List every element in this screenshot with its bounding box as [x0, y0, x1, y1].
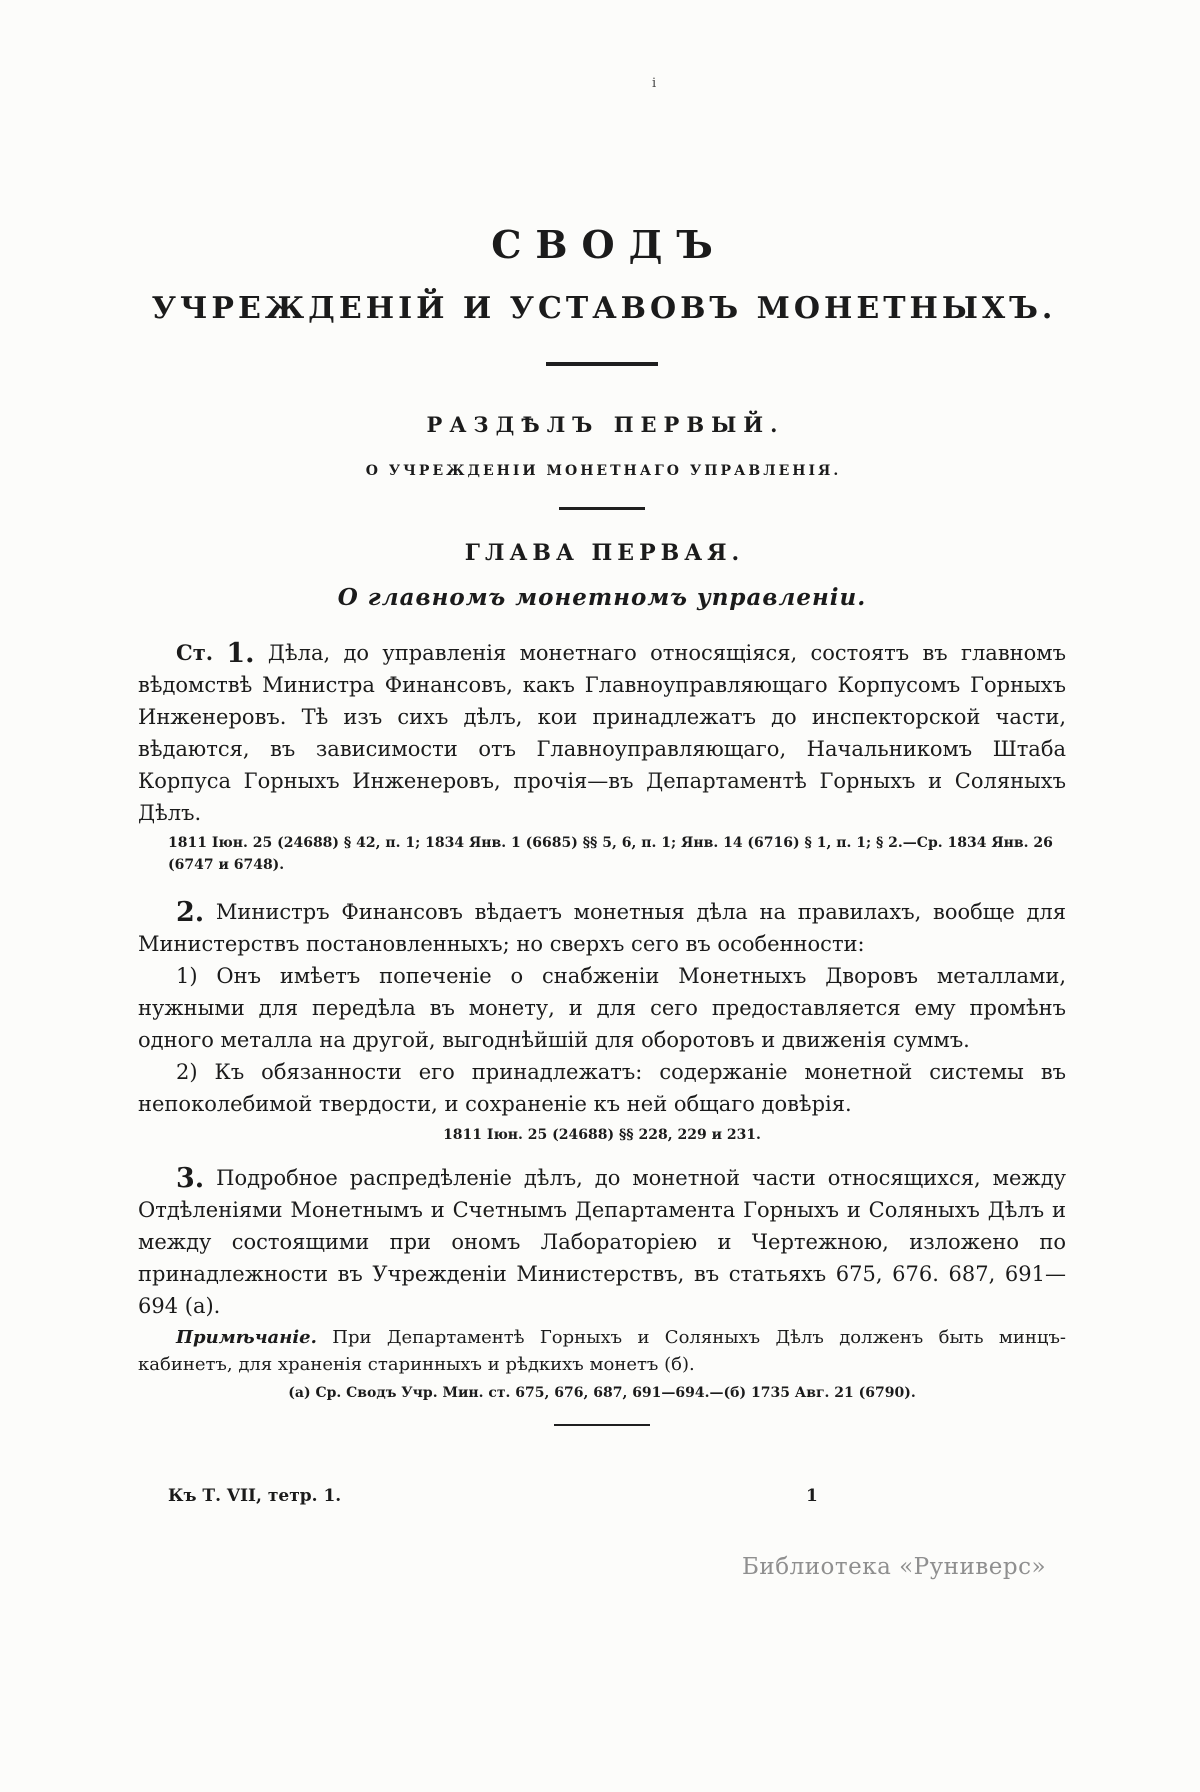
chapter-subtitle: О главномъ монетномъ управленіи. [337, 584, 867, 611]
footer-volume-note: Къ Т. VII, тетр. 1. [168, 1486, 342, 1506]
article-1-number: 1. [226, 638, 255, 669]
article-2-text: Министръ Финансовъ вѣдаетъ монетныя дѣла на правилахъ, вообще для Министерствъ постановленныхъ; но сверхъ сего въ особенности: [138, 900, 1066, 956]
article-2-item-2: 2) Къ обязанности его принадлежатъ: содержаніе монетной системы въ непоколебимой твердости, и сохраненіе къ ней общаго довѣрія. [138, 1060, 1066, 1116]
article-1-paragraph [138, 637, 1066, 829]
book-title-line1: СВОДЪ [491, 222, 727, 267]
article-3-note [138, 1324, 1066, 1378]
page-number: 1 [806, 1486, 818, 1506]
article-2-number: 2. [176, 897, 205, 928]
article-3-note-text: При Департаментѣ Горныхъ и Соляныхъ Дѣлъ долженъ быть минцъ-кабинетъ, для храненія старинныхъ и рѣдкихъ монетъ (б). [138, 1327, 1066, 1375]
title-divider [546, 362, 658, 366]
footer-divider [554, 1424, 650, 1426]
article-3-note-label: Примѣчаніе. [176, 1327, 317, 1348]
article-2-paragraph [138, 896, 1066, 960]
section-divider [559, 507, 645, 510]
article-1-text: Дѣла, до управленія монетнаго относящіяся, состоятъ въ главномъ вѣдомствѣ Министра Финансовъ, какъ Главноуправляющаго Корпусомъ Горныхъ Инженеровъ. Тѣ изъ сихъ дѣлъ, кои принадлежатъ до инспекторской части, вѣдаются, въ зависимости отъ Главноуправляющаго, Начальникомъ Штаба Корпуса Горныхъ Инженеровъ, прочія—въ Департаментѣ Горныхъ и Соляныхъ Дѣлъ. [138, 641, 1066, 825]
article-3-citation: (а) Ср. Сводъ Учр. Мин. ст. 675, 676, 687, 691—694.—(б) 1735 Авг. 21 (6790). [288, 1385, 916, 1401]
chapter-heading: ГЛАВА ПЕРВАЯ. [464, 540, 745, 566]
article-1-prefix: Ст. [176, 640, 214, 665]
article-3-text: Подробное распредѣленіе дѣлъ, до монетной части относящихся, между Отдѣленіями Монетнымъ и Счетнымъ Департамента Горныхъ и Соляныхъ Дѣлъ и между состоящими при ономъ Лабораторіею и Чертежною, изложено по принадлежности въ Учрежденіи Министерствъ, въ статьяхъ 675, 676. 687, 691—694 (а). [138, 1166, 1066, 1318]
article-3-paragraph [138, 1162, 1066, 1322]
scan-artifact: i [652, 76, 657, 91]
section-subheading: О УЧРЕЖДЕНІИ МОНЕТНАГО УПРАВЛЕНІЯ. [365, 463, 842, 479]
book-title-line2: УЧРЕЖДЕНІЙ И УСТАВОВЪ МОНЕТНЫХЪ. [151, 291, 1057, 326]
section-heading: РАЗДѢЛЪ ПЕРВЫЙ. [426, 412, 785, 437]
article-3-number: 3. [176, 1163, 205, 1194]
library-watermark: Библиотека «Руниверс» [742, 1554, 1047, 1580]
article-2-citation: 1811 Іюн. 25 (24688) §§ 228, 229 и 231. [443, 1127, 761, 1143]
page-content [138, 0, 1066, 1426]
article-1-citation: 1811 Іюн. 25 (24688) § 42, п. 1; 1834 Янв. 1 (6685) §§ 5, 6, п. 1; Янв. 14 (6716) § 1, п. 1; § 2.—Ср. 1834 Янв. 26 (6747 и 6748). [168, 835, 1053, 873]
article-2-item-1: 1) Онъ имѣетъ попеченіе о снабженіи Монетныхъ Дворовъ металлами, нужными для передѣла въ монету, и для сего предоставляется ему промѣнъ одного металла на другой, выгоднѣйшій для оборотовъ и движенія суммъ. [138, 964, 1066, 1052]
